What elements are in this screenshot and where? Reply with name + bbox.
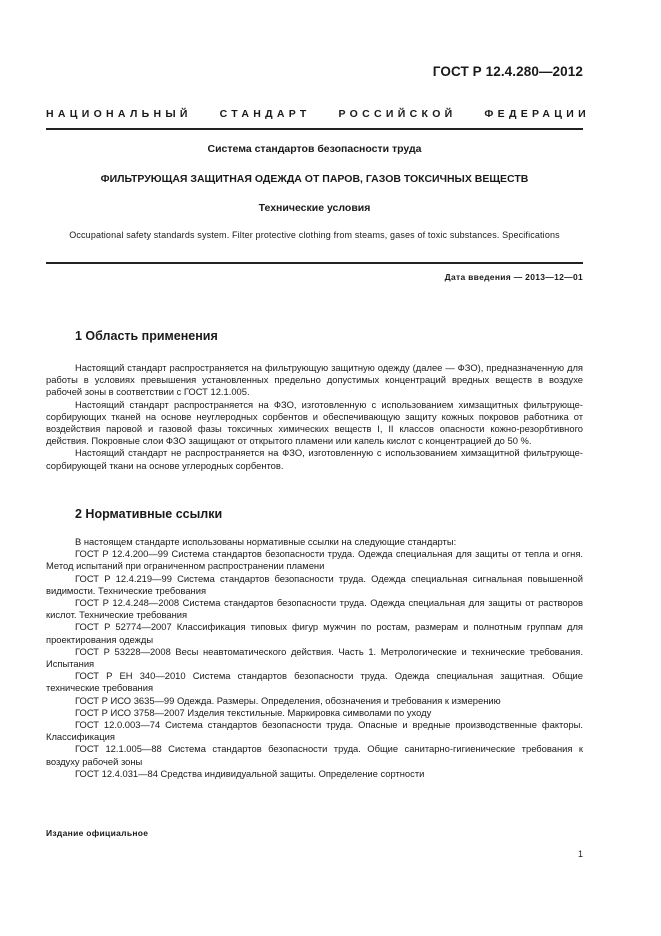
top-divider	[46, 128, 583, 130]
reference-item: ГОСТ Р ИСО 3758—2007 Изделия текстильные. Маркировка символами по уходу	[75, 706, 432, 718]
paragraph: Настоящий стандарт распространяется на ФЗО, изготовленную с использованием химзащитных фильтрующе-сорбирующих тканей на основе неуглеродных сорбентов и обеспечивающую защиту кожных покровов работника от воздействия паровой и газовой фазы токсичных химических веществ I, II классов опасности кожно-резорбтивного действия. Покровные слои ФЗО защищают от открытого пламени или капель кислот с концентрацией до 50 %.	[46, 398, 583, 447]
reference-item: ГОСТ Р 12.4.248—2008 Система стандартов безопасности труда. Одежда специальная для защиты от растворов кислот. Технические требования	[46, 597, 583, 621]
banner-word: СТАНДАРТ	[219, 108, 311, 120]
national-standard-banner	[46, 108, 590, 120]
middle-divider	[46, 262, 583, 264]
section-2-body	[46, 536, 583, 780]
document-title: ФИЛЬТРУЮЩАЯ ЗАЩИТНАЯ ОДЕЖДА ОТ ПАРОВ, ГАЗОВ ТОКСИЧНЫХ ВЕЩЕСТВ	[100, 173, 529, 185]
page-number: 1	[577, 849, 583, 859]
section-2-heading: 2 Нормативные ссылки	[75, 507, 223, 521]
banner-word: РОССИЙСКОЙ	[338, 108, 457, 120]
banner-word: ФЕДЕРАЦИИ	[484, 108, 590, 120]
section-1-heading: 1 Область применения	[75, 329, 218, 343]
section-1-body	[46, 362, 583, 472]
gost-code: ГОСТ Р 12.4.280—2012	[432, 64, 583, 79]
document-subtitle: Технические условия	[258, 202, 371, 214]
effective-date: Дата введения — 2013—12—01	[444, 272, 583, 282]
english-title: Occupational safety standards system. Filter protective clothing from steams, gases of toxic substances. Specifications	[69, 230, 560, 240]
reference-item: ГОСТ 12.4.031—84 Средства индивидуальной защиты. Определение сортности	[75, 767, 425, 779]
reference-item: ГОСТ 12.0.003—74 Система стандартов безопасности труда. Опасные и вредные производственные факторы. Классификация	[46, 719, 583, 743]
reference-item: ГОСТ Р 53228—2008 Весы неавтоматического действия. Часть 1. Метрологические и технические требования. Испытания	[46, 645, 583, 670]
reference-item: ГОСТ Р ИСО 3635—99 Одежда. Размеры. Определения, обозначения и требования к измерению	[75, 694, 501, 706]
paragraph: В настоящем стандарте использованы нормативные ссылки на следующие стандарты:	[75, 536, 457, 547]
standards-system: Система стандартов безопасности труда	[207, 143, 422, 155]
reference-item: ГОСТ Р 12.4.200—99 Система стандартов безопасности труда. Одежда специальная для защиты от тепла и огня. Метод испытаний при ограниченном распространении пламени	[46, 548, 583, 572]
official-edition-label: Издание официальное	[46, 828, 149, 838]
banner-word: НАЦИОНАЛЬНЫЙ	[46, 108, 192, 120]
paragraph: Настоящий стандарт не распространяется на ФЗО, изготовленную с использованием химзащитной фильтрующе-сорбирующей ткани на основе углеродных сорбентов.	[46, 447, 583, 471]
paragraph: Настоящий стандарт распространяется на фильтрующую защитную одежду (далее — ФЗО), предназначенную для работы в условиях превышения установленных предельно допустимых концентраций вредных веществ в воздухе рабочей зоны в соответствии с ГОСТ 12.1.005.	[46, 362, 583, 398]
reference-item: ГОСТ Р 52774—2007 Классификация типовых фигур мужчин по ростам, размерам и полнотным группам для проектирования одежды	[46, 621, 583, 645]
reference-item: ГОСТ Р 12.4.219—99 Система стандартов безопасности труда. Одежда специальная сигнальная повышенной видимости. Технические требования	[46, 572, 583, 596]
reference-item: ГОСТ Р ЕН 340—2010 Система стандартов безопасности труда. Одежда специальная защитная. Общие технические требования	[46, 670, 583, 694]
reference-item: ГОСТ 12.1.005—88 Система стандартов безопасности труда. Общие санитарно-гигиенические требования к воздуху рабочей зоны	[46, 743, 583, 767]
